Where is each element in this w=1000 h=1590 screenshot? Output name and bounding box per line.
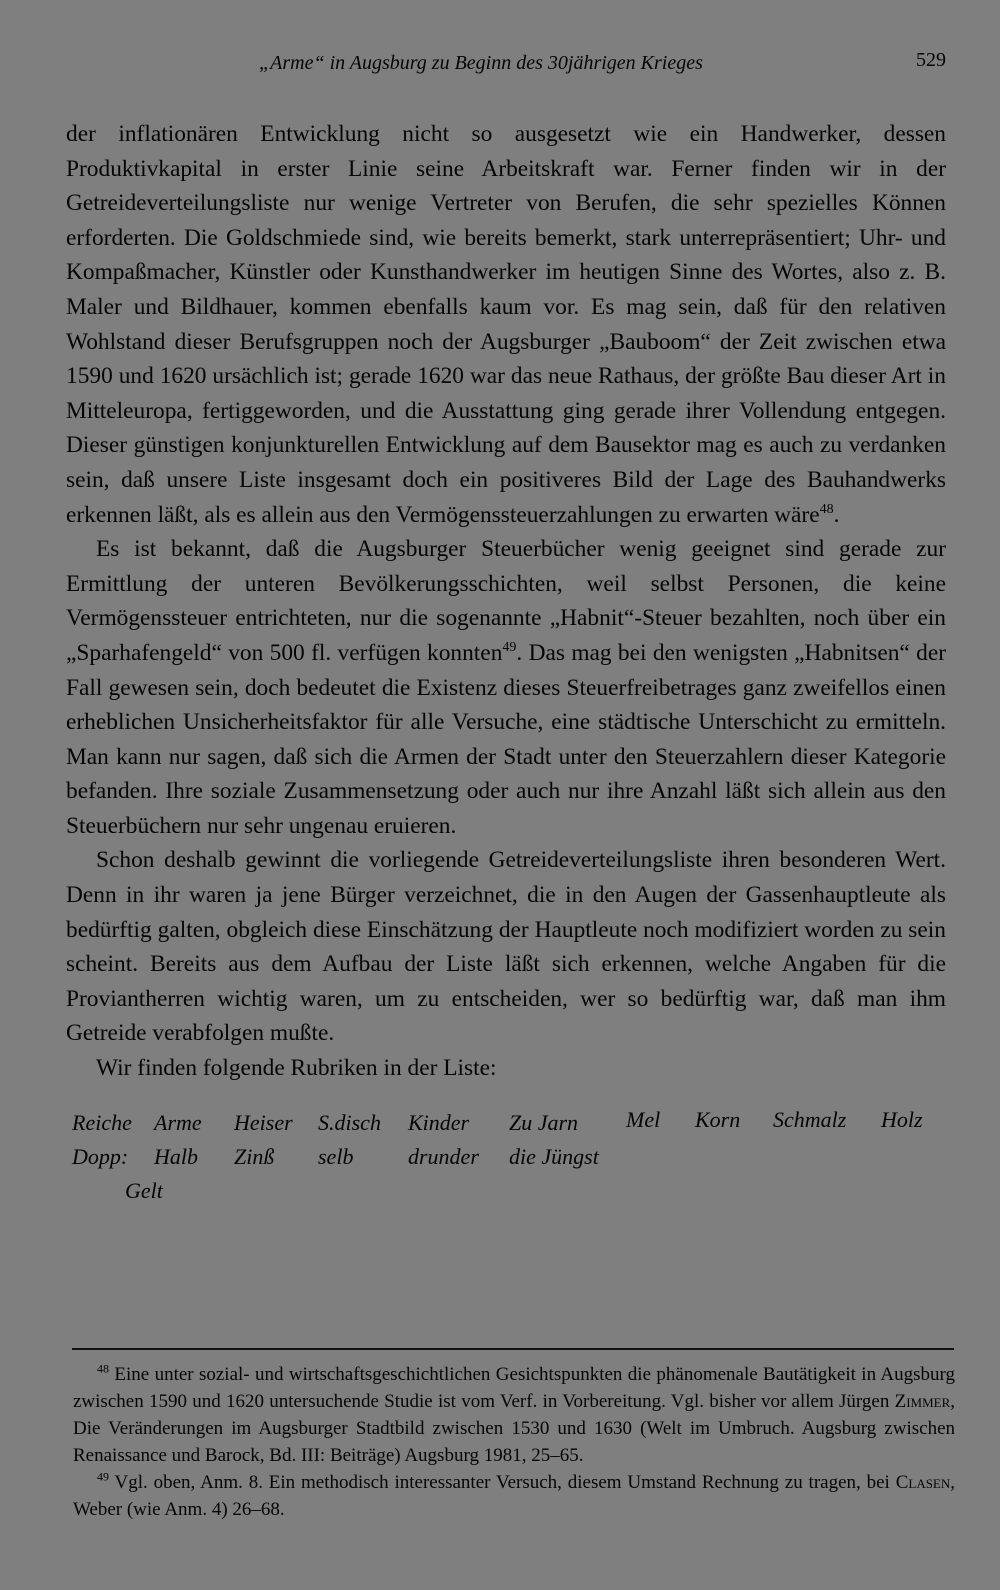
rubric-heiser: Heiser	[234, 1109, 293, 1135]
rubric-reiche: Reiche	[72, 1109, 132, 1135]
body-text	[66, 117, 946, 1086]
rubric-korn: Korn	[695, 1106, 741, 1132]
footnote-ref-49[interactable]: 49	[502, 640, 517, 656]
footnote-49	[73, 1469, 955, 1523]
running-head-title: „Arme“ in Augsburg zu Beginn des 30jährigen Krieges	[259, 52, 703, 74]
rubric-die-juengst: die Jüngst	[509, 1143, 599, 1169]
footnote-49-author: Clasen	[895, 1472, 951, 1493]
rubric-arme: Arme	[154, 1109, 202, 1135]
rubric-zinss: Zinß	[234, 1143, 275, 1169]
footnote-48-text-b: , Die Veränderungen im Augsburger Stadtbild zwischen 1530 und 1630 (Welt im Umbruch. Augsburg zwischen Renaissance und Barock, Bd. III: Beiträge) Augsburg 1981, 25–65.	[73, 1391, 956, 1466]
footnote-48	[73, 1361, 955, 1469]
rubric-zu-jarn: Zu Jarn	[509, 1109, 579, 1135]
footnote-48-number: 48	[97, 1361, 109, 1376]
paragraph-2	[66, 532, 946, 843]
paragraph-2-text-a: Es ist bekannt, daß die Augsburger Steuerbücher wenig geeignet sind gerade zur Ermittlung der unteren Bevölkerungsschichten, weil selbst Personen, die keine Vermögenssteuer entrichteten, nur die sogenannte „Habnit“-Steuer bezahlten, noch über ein „Sparhafengeld“ von 500 fl. verfügen konnten	[66, 536, 946, 666]
paragraph-1-text: der inflationären Entwicklung nicht so ausgesetzt wie ein Handwerker, dessen Produktivkapital in erster Linie seine Arbeitskraft war. Ferner finden wir in der Getreideverteilungsliste nur wenige Vertreter von Berufen, die sehr spezielles Können erforderten. Die Goldschmiede sind, wie bereits bemerkt, stark unterrepräsentiert; Uhr- und Kompaßmacher, Künstler oder Kunsthandwerker im heutigen Sinne des Wortes, also z. B. Maler und Bildhauer, kommen ebenfalls kaum vor. Es mag sein, daß für den relativen Wohlstand dieser Berufsgruppen noch der Augsburger „Bauboom“ der Zeit zwischen etwa 1590 und 1620 ursächlich ist; gerade 1620 war das neue Rathaus, der größte Bau dieser Art in Mitteleuropa, fertiggeworden, und die Ausstattung ging gerade ihrer Vollendung entgegen. Dieser günstigen konjunkturellen Entwicklung auf dem Bausektor mag es auch zu verdanken sein, daß unsere Liste insgesamt doch ein positiveres Bild der Lage des Bauhandwerks erkennen läßt, als es allein aus den Vermögenssteuerzahlungen zu erwarten wäre	[66, 121, 946, 528]
footnote-48-author: Zimmer	[894, 1391, 951, 1412]
rubric-sdisch: S.disch	[318, 1109, 381, 1135]
rubric-selb: selb	[318, 1143, 354, 1169]
footnote-divider	[72, 1348, 954, 1350]
footnote-ref-48[interactable]: 48	[819, 501, 834, 517]
rubric-schmalz: Schmalz	[773, 1106, 847, 1132]
paragraph-3: Schon deshalb gewinnt die vorliegende Getreideverteilungsliste ihren besonderen Wert. Denn in ihr waren ja jene Bürger verzeichnet, die in den Augen der Gassenhauptleute als bedürftig galten, obgleich diese Einschätzung der Hauptleute noch modifiziert worden zu sein scheint. Bereits aus dem Aufbau der Liste läßt sich erkennen, welche Angaben für die Proviantherren wichtig waren, um zu entscheiden, wer so bedürftig war, daß man ihm Getreide verabfolgen mußte.	[66, 847, 946, 1047]
footnote-49-text-a: Vgl. oben, Anm. 8. Ein methodisch interessanter Versuch, diesem Umstand Rechnung zu tragen, bei	[114, 1472, 890, 1493]
rubric-gelt: Gelt	[125, 1177, 163, 1203]
rubric-mel: Mel	[626, 1106, 661, 1132]
rubric-kinder: Kinder	[408, 1109, 470, 1135]
page-number: 529	[916, 49, 946, 71]
rubric-dopp: Dopp:	[72, 1143, 129, 1169]
running-head	[66, 40, 946, 80]
footnote-48-text-a: Eine unter sozial- und wirtschaftsgeschichtlichen Gesichtspunkten die phänomenale Bautätigkeit in Augsburg zwischen 1590 und 1620 untersuchende Studie ist vom Verf. in Vorbereitung. Vgl. bisher vor allem Jürgen	[73, 1364, 955, 1412]
book-page	[66, 40, 946, 1220]
rubric-holz: Holz	[881, 1106, 923, 1132]
paragraph-1	[66, 117, 946, 532]
paragraph-2-text-b: . Das mag bei den wenigsten „Habnitsen“ der Fall gewesen sein, doch bedeutet die Existenz dieses Steuerfreibetrages ganz zweifellos einen erheblichen Unsicherheitsfaktor für alle Versuche, eine städtische Unterschicht zu ermitteln. Man kann nur sagen, daß sich die Armen der Stadt unter den Steuerzahlern dieser Kategorie befanden. Ihre soziale Zusammensetzung oder auch nur ihre Anzahl läßt sich allein aus den Steuerbüchern nur sehr ungenau eruieren.	[66, 639, 946, 839]
rubrics-list	[66, 1106, 946, 1220]
footnotes	[73, 1361, 955, 1523]
rubric-halb: Halb	[154, 1143, 198, 1169]
paragraph-4: Wir finden folgende Rubriken in der Liste:	[96, 1055, 497, 1082]
rubric-drunder: drunder	[408, 1143, 479, 1169]
footnote-49-number: 49	[97, 1469, 109, 1484]
footnote-49-text-b: , Weber (wie Anm. 4) 26–68.	[73, 1472, 956, 1520]
paragraph-1-end: .	[833, 501, 840, 528]
